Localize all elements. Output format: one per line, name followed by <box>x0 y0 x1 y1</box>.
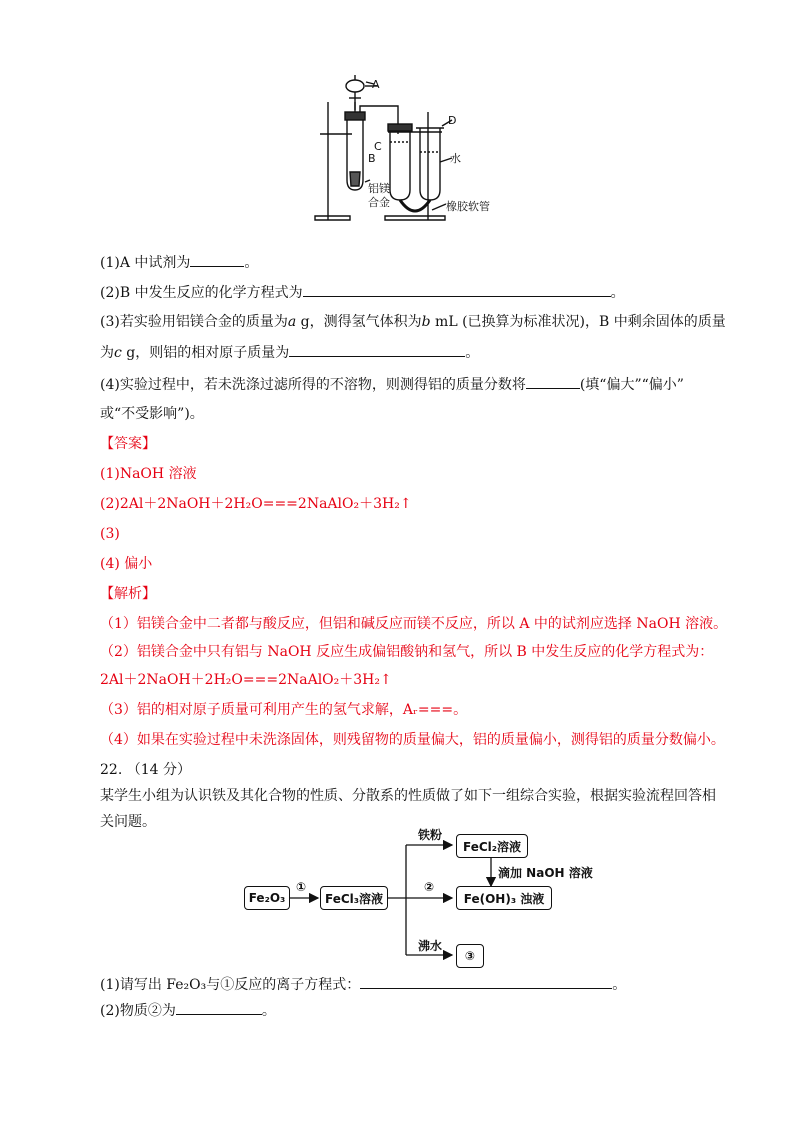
box-step-3: ③ <box>456 944 484 968</box>
question-3-line-2 <box>100 342 479 363</box>
answer-blank-22-2[interactable] <box>176 1000 262 1015</box>
question-22-2 <box>100 1000 276 1021</box>
label-step-2: ② <box>424 880 435 894</box>
question-22-intro-2: 关问题。 <box>100 814 156 830</box>
question-2-text: (2)B 中发生反应的化学方程式为 <box>100 285 303 301</box>
rubber-tube <box>400 200 430 211</box>
analysis-2: （2）铝镁合金中只有铝与 NaOH 反应生成偏铝酸钠和氢气，所以 B 中发生反应的化学方程式为： <box>100 644 714 660</box>
question-3-text-a: (3)若实验用铝镁合金的质量为 <box>100 314 288 330</box>
question-3-text-d: 为 <box>100 345 114 361</box>
var-b: b <box>421 314 431 330</box>
right-stand-base <box>385 216 445 220</box>
answer-1: (1)NaOH 溶液 <box>100 466 197 482</box>
apparatus-figure <box>310 72 530 232</box>
analysis-1: （1）铝镁合金中二者都与酸反应，但铝和碱反应而镁不反应，所以 A 中的试剂应选择 NaOH 溶液。 <box>100 616 728 632</box>
answer-blank-22-1[interactable] <box>360 974 612 989</box>
left-stand-base <box>315 216 350 220</box>
answer-blank-4[interactable] <box>526 374 580 389</box>
label-alloy-1: 铝镁 <box>368 182 390 195</box>
var-a: a <box>287 314 297 330</box>
analysis-4: （4）如果在实验过程中未洗涤固体，则残留物的质量偏大，铝的质量偏小，测得铝的质量分数偏小。 <box>100 732 725 748</box>
question-22-1 <box>100 974 626 995</box>
answer-blank-2[interactable] <box>303 282 611 297</box>
label-a: A <box>372 78 380 91</box>
box-feoh3: Fe(OH)₃ 浊液 <box>456 886 552 910</box>
label-c: C <box>374 140 382 153</box>
analysis-3: （3）铝的相对原子质量可利用产生的氢气求解，Aᵣ===。 <box>100 702 468 718</box>
stopper-b <box>345 112 365 120</box>
question-22-intro-1: 某学生小组为认识铁及其化合物的性质、分散系的性质做了如下一组综合实验，根据实验流程回答相 <box>100 788 716 804</box>
answer-header: 【答案】 <box>100 436 156 452</box>
label-iron-powder: 铁粉 <box>418 828 443 842</box>
question-22-number: 22. （14 分） <box>100 762 191 778</box>
answer-blank-3[interactable] <box>289 342 465 357</box>
box-fe2o3: Fe₂O₃ <box>244 886 290 910</box>
end-mark-1: 。 <box>244 255 259 271</box>
answer-2: (2)2Al＋2NaOH＋2H₂O===2NaAlO₂＋3H₂↑ <box>100 496 412 512</box>
label-add-naoh: 滴加 NaOH 溶液 <box>498 866 593 880</box>
separatory-funnel <box>346 80 364 92</box>
question-3-text-e: g，则铝的相对原子质量为 <box>121 345 290 361</box>
question-3-line-1 <box>100 312 726 332</box>
apparatus-drawing <box>310 72 530 232</box>
box-fecl2: FeCl₂溶液 <box>456 834 528 858</box>
alloy-sample <box>350 172 360 186</box>
label-water: 水 <box>450 152 461 165</box>
end-mark-22-1: 。 <box>612 977 627 993</box>
question-22-2-text: (2)物质②为 <box>100 1003 176 1019</box>
question-2 <box>100 282 625 303</box>
label-d: D <box>448 114 457 127</box>
question-4-line-2 <box>100 404 204 424</box>
burette-c <box>390 130 410 200</box>
end-mark-22-2: 。 <box>261 1003 276 1019</box>
label-boiling-water: 沸水 <box>418 939 443 953</box>
box-fecl3: FeCl₃溶液 <box>320 886 388 910</box>
var-c: c <box>114 345 122 361</box>
label-alloy-2: 合金 <box>368 196 390 209</box>
question-4-text-a: (4)实验过程中，若未洗涤过滤所得的不溶物，则测得铝的质量分数将 <box>100 377 526 393</box>
question-3-text-c: mL (已换算为标准状况)，B 中剩余固体的质量 <box>430 314 726 330</box>
label-rubber-tube: 橡胶软管 <box>446 200 490 213</box>
question-1 <box>100 252 258 273</box>
analysis-2-equation: 2Al＋2NaOH＋2H₂O===2NaAlO₂＋3H₂↑ <box>100 672 392 688</box>
question-4-line-1 <box>100 374 684 395</box>
end-mark-3: 。 <box>465 345 480 361</box>
question-4-text-b: (填“偏大”“偏小” <box>579 377 684 393</box>
label-b: B <box>368 152 376 165</box>
question-22-1-text: (1)请写出 Fe₂O₃与①反应的离子方程式： <box>100 977 361 993</box>
question-4-text-c: 或“不受影响”)。 <box>100 406 204 422</box>
answer-4: (4) 偏小 <box>100 556 153 572</box>
answer-blank-1[interactable] <box>190 252 244 267</box>
label-step-1: ① <box>296 880 307 894</box>
question-1-text: (1)A 中试剂为 <box>100 255 191 271</box>
analysis-header: 【解析】 <box>100 586 156 602</box>
tube-d <box>420 128 440 200</box>
end-mark-2: 。 <box>610 285 625 301</box>
question-3-text-b: g，测得氢气体积为 <box>296 314 422 330</box>
answer-3: (3) <box>100 526 120 542</box>
